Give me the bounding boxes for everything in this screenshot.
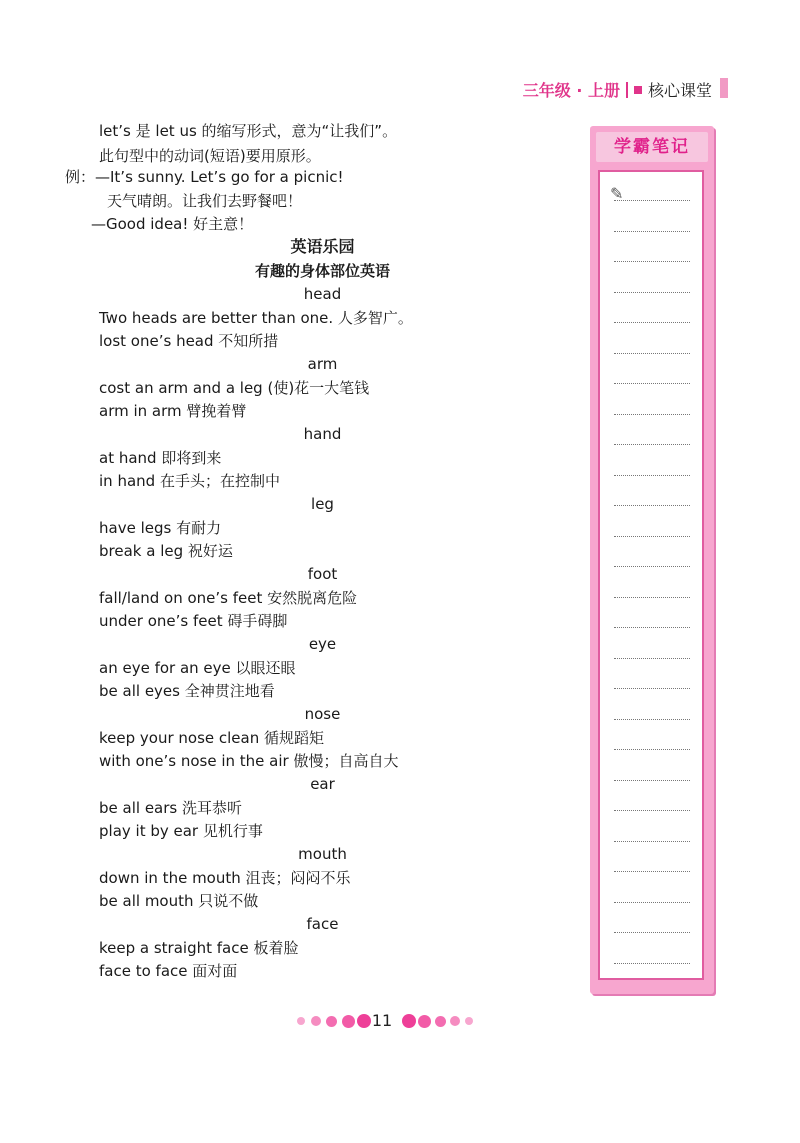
page-footer (0, 1009, 800, 1033)
phrase-line: be all mouth 只说不做 (99, 892, 259, 910)
note-rule-line (614, 353, 690, 354)
note-rule-line (614, 200, 690, 201)
note-rule-line (614, 597, 690, 598)
phrase-line: keep your nose clean 循规蹈矩 (99, 729, 325, 747)
note-rule-line (614, 444, 690, 445)
section-label: 核心课堂 (647, 81, 712, 100)
note-rule-line (614, 841, 690, 842)
note-rule-line (614, 505, 690, 506)
section-word: eye (308, 635, 337, 653)
header-divider (626, 82, 628, 98)
note-rule-line (614, 871, 690, 872)
footer-dot (435, 1016, 446, 1027)
example-translation: 天气晴朗。让我们去野餐吧！ (107, 192, 303, 210)
footer-dot (297, 1017, 305, 1025)
note-rule-line (614, 749, 690, 750)
phrase-line: have legs 有耐力 (99, 519, 222, 537)
example-line: 例：—It’s sunny. Let’s go for a picnic! (65, 168, 344, 186)
note-rule-line (614, 322, 690, 323)
note-rule-line (614, 932, 690, 933)
footer-dot (311, 1016, 321, 1026)
section-word: mouth (298, 845, 347, 863)
garden-title: 英语乐园 (290, 237, 355, 256)
note-rule-line (614, 963, 690, 964)
phrase-line: face to face 面对面 (99, 962, 238, 980)
section-word: arm (307, 355, 338, 373)
note-rule-line (614, 658, 690, 659)
pencil-icon: ✎ (610, 184, 624, 203)
phrase-line: in hand 在手头；在控制中 (99, 472, 280, 490)
notes-title: 学霸笔记 (596, 132, 708, 162)
note-rule-line (614, 688, 690, 689)
phrase-line: fall/land on one’s feet 安然脱离危险 (99, 589, 358, 607)
phrase-line: break a leg 祝好运 (99, 542, 233, 560)
phrase-line: keep a straight face 板着脸 (99, 939, 299, 957)
note-rule-line (614, 902, 690, 903)
section-word: ear (310, 775, 335, 793)
note-rule-line (614, 261, 690, 262)
section-word: face (306, 915, 339, 933)
section-word: leg (311, 495, 334, 513)
header-tab-marker (720, 78, 728, 98)
note-rule-line (614, 810, 690, 811)
phrase-line: cost an arm and a leg (使)花一大笔钱 (99, 379, 370, 397)
note-rule-line (614, 231, 690, 232)
note-rule-line (614, 383, 690, 384)
note-rule-line (614, 475, 690, 476)
phrase-line: with one’s nose in the air 傲慢；自高自大 (99, 752, 399, 770)
phrase-line: lost one’s head 不知所措 (99, 332, 279, 350)
note-rule-line (614, 536, 690, 537)
footer-dot (418, 1015, 431, 1028)
section-word: foot (307, 565, 338, 583)
page-header (523, 78, 712, 101)
phrase-line: an eye for an eye 以眼还眼 (99, 659, 296, 677)
phrase-line: arm in arm 臂挽着臂 (99, 402, 247, 420)
example-reply: —Good idea! 好主意！ (91, 215, 254, 233)
footer-dot (402, 1014, 416, 1028)
notes-panel (590, 126, 714, 994)
note-rule-line (614, 719, 690, 720)
note-rule-line (614, 780, 690, 781)
note-rule-line (614, 292, 690, 293)
note-rule-line (614, 414, 690, 415)
phrase-line: be all eyes 全神贯注地看 (99, 682, 275, 700)
phrase-line: play it by ear 见机行事 (99, 822, 263, 840)
section-word: head (303, 285, 342, 303)
phrase-line: under one’s feet 碍手碍脚 (99, 612, 288, 630)
section-word: nose (304, 705, 341, 723)
intro-line: let’s 是 let us 的缩写形式，意为“让我们”。 (99, 122, 398, 140)
section-word: hand (303, 425, 342, 443)
footer-dot (326, 1016, 337, 1027)
phrase-line: down in the mouth 沮丧；闷闷不乐 (99, 869, 351, 887)
garden-subtitle: 有趣的身体部位英语 (254, 262, 390, 280)
phrase-line: Two heads are better than one. 人多智广。 (99, 309, 413, 327)
note-rule-line (614, 566, 690, 567)
grade-label: 三年级 · 上册 (522, 81, 620, 100)
square-bullet-icon (634, 86, 642, 94)
notes-paper[interactable] (598, 170, 704, 980)
footer-dot (357, 1014, 371, 1028)
phrase-line: be all ears 洗耳恭听 (99, 799, 242, 817)
intro-line: 此句型中的动词(短语)要用原形。 (99, 147, 321, 165)
note-rule-line (614, 627, 690, 628)
footer-dot (450, 1016, 460, 1026)
page-number: 11 (371, 1011, 393, 1030)
footer-dot (465, 1017, 473, 1025)
footer-dot (342, 1015, 355, 1028)
phrase-line: at hand 即将到来 (99, 449, 222, 467)
